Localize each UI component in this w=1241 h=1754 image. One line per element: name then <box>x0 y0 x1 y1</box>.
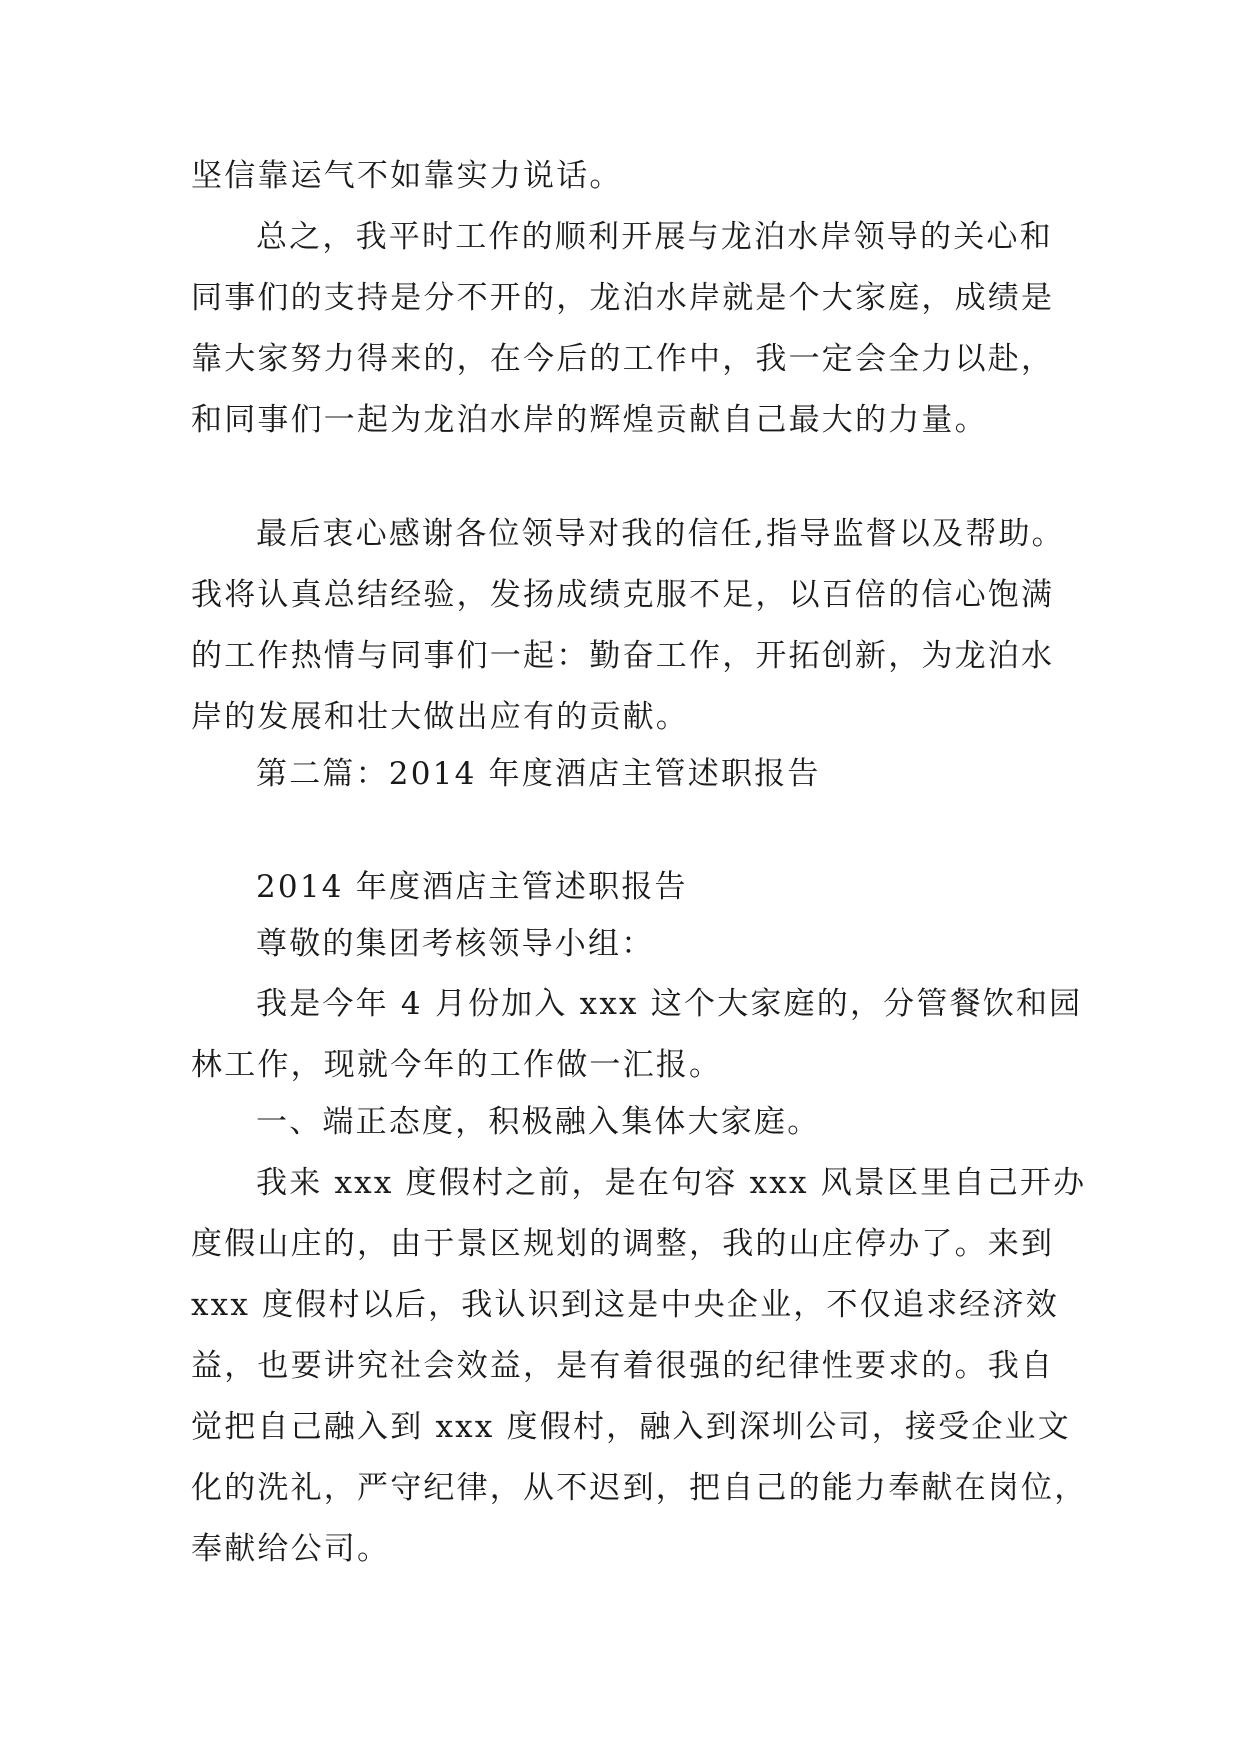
text-line: 的工作热情与同事们一起：勤奋工作，开拓创新，为龙泊水 <box>191 638 1055 674</box>
salutation: 尊敬的集团考核领导小组： <box>256 926 655 962</box>
text-line: 林工作，现就今年的工作做一汇报。 <box>191 1047 723 1083</box>
text-line: 度假山庄的，由于景区规划的调整，我的山庄停办了。来到 <box>191 1226 1055 1262</box>
text-line: xxx 度假村以后，我认识到这是中央企业，不仅追求经济效 <box>191 1287 1059 1323</box>
text-line: 觉把自己融入到 xxx 度假村，融入到深圳公司，接受企业文 <box>191 1409 1071 1445</box>
text-line: 靠大家努力得来的，在今后的工作中，我一定会全力以赴， <box>191 341 1055 377</box>
text-line: 同事们的支持是分不开的，龙泊水岸就是个大家庭，成绩是 <box>191 280 1055 316</box>
text-line: 益，也要讲究社会效益，是有着很强的纪律性要求的。我自 <box>191 1348 1055 1384</box>
text-line: 最后衷心感谢各位领导对我的信任,指导监督以及帮助。 <box>256 516 1065 552</box>
subheading: 一、端正态度，积极融入集体大家庭。 <box>256 1104 821 1140</box>
report-title: 2014 年度酒店主管述职报告 <box>256 869 688 905</box>
text-line: 岸的发展和壮大做出应有的贡献。 <box>191 699 689 735</box>
text-line: 总之，我平时工作的顺利开展与龙泊水岸领导的关心和 <box>256 219 1053 255</box>
text-line: 我是今年 4 月份加入 xxx 这个大家庭的，分管餐饮和园 <box>256 986 1083 1022</box>
text-line: 我将认真总结经验，发扬成绩克服不足，以百倍的信心饱满 <box>191 577 1055 613</box>
text-line: 奉献给公司。 <box>191 1531 391 1567</box>
text-line: 和同事们一起为龙泊水岸的辉煌贡献自己最大的力量。 <box>191 402 988 438</box>
text-line: 坚信靠运气不如靠实力说话。 <box>191 158 623 194</box>
section-heading: 第二篇：2014 年度酒店主管述职报告 <box>256 756 821 792</box>
text-line: 化的洗礼，严守纪律，从不迟到，把自己的能力奉献在岗位， <box>191 1470 1088 1506</box>
text-line: 我来 xxx 度假村之前，是在句容 xxx 风景区里自己开办 <box>256 1165 1087 1201</box>
